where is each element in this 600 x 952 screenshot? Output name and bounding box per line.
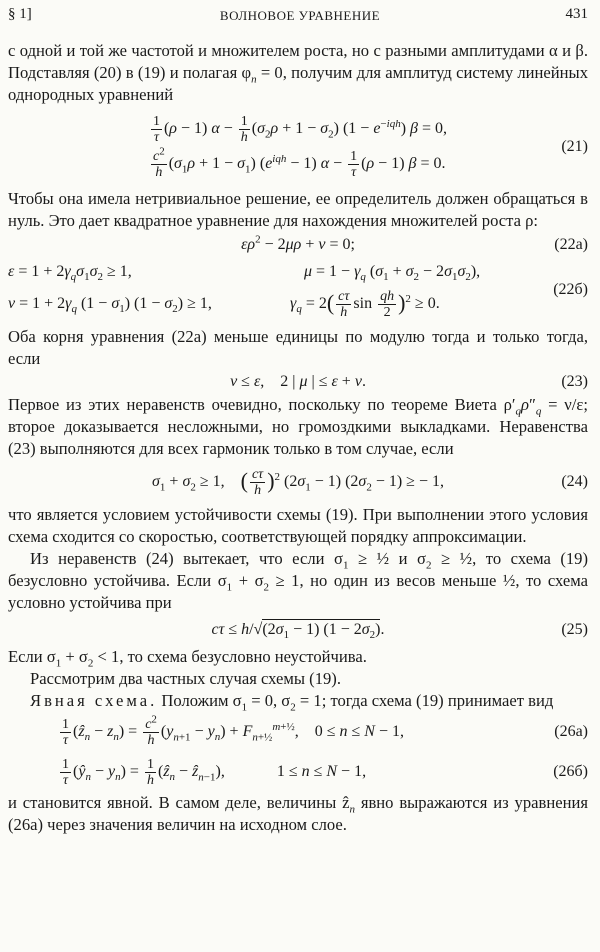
equation-number: (26а) (554, 723, 588, 740)
equation-number: (22а) (554, 236, 588, 253)
section-marker: § 1] (8, 6, 32, 22)
equation-23: ν ≤ ε, 2 | μ | ≤ ε + ν. (23) (8, 370, 588, 394)
equation-21: $\frac{1}{\tau}$ (ρ − 1) α − $\frac{1}{h}$ $(\sigma_2\rho + 1 - \sigma_2) (1 - e^{-iqh}) \beta = 0$, $\frac{c^2}{h}$ $(\sigma_1\rho + 1 - \sigma_1) (e^{iqh} - 1) \alpha$ − $\frac{1}{\tau}$ (ρ − 1) β = 0. (21) (152, 114, 588, 180)
paragraph-1: с одной и той же частотой и множителем роста, но с разными амплитудами α и β. Подставляя (20) в (19) и полагая $\varphi_n = 0$, получим для амплитуд систему линейных однородных уравнений (8, 41, 589, 104)
page-number: 431 (565, 6, 588, 22)
paragraph-9: Явная схема. Положим $\sigma_1 = 0$, $\sigma_2 = 1$; тогда схема (19) принимает вид (30, 691, 554, 714)
running-header (8, 6, 592, 30)
equation-22b: $\varepsilon = 1 + 2\gamma_q\sigma_1\sigma_2 \ge 1$, $\mu = 1 - \gamma_q$ $(\sigma_1 + \sigma_2 - 2\sigma_1\sigma_2)$, $\nu = 1 + 2\gamma_q$ $(1 - \sigma_1)$ $(1 - \sigma_2) \ge 1$, $\gamma_q = 2$( $\frac{c\tau}{h}$ sin $\frac{qh}{2}$ )$^2$ ≥ 0. (22б) (8, 262, 588, 320)
paragraph-8: Рассмотрим два частных случая схемы (19). (30, 669, 341, 688)
page-title: ВОЛНОВОЕ УРАВНЕНИЕ (219, 8, 381, 23)
equation-number: (23) (561, 373, 588, 390)
paragraph-4: Первое из этих неравенств очевидно, поскольку по теореме Виета $\rho'_q\rho''_q = \nu/\varepsilon$; второе доказывается несложными, но громоздкими выкладками. Неравенства (23) выполняются для всех гармоник только в том случае, если (8, 395, 588, 458)
paragraph-7: Если $\sigma_1 + \sigma_2 < 1$, то схема безусловно неустойчива. (8, 647, 367, 670)
equation-number: (22б) (553, 281, 588, 298)
paragraph-2: Чтобы она имела нетривиальное решение, ее определитель должен обращаться в нуль. Это дает квадратное уравнение для нахождения множителей роста ρ: (8, 189, 588, 230)
equation-25: $c\tau \le h/√(2\sigma_1 - 1) (1 - 2\sigma_2)$. (25) (211, 621, 588, 642)
equation-22a: $\varepsilon\rho^2 - 2\mu\rho + \nu = 0$; (22а) (8, 232, 588, 258)
equation-number: (25) (561, 621, 588, 638)
equation-number: (21) (561, 138, 588, 155)
paragraph-3: Оба корня уравнения (22а) меньше единицы по модулю тогда и только тогда, если (8, 327, 588, 368)
equation-number: (26б) (553, 763, 588, 780)
paragraph-5: что является условием устойчивости схемы (19). При выполнении этого условия схема сходится со скоростью, соответствующей порядку аппроксимации. (8, 505, 588, 546)
equation-26a: $\frac{1}{\tau}$ (ẑ$_n$ − $z_n$) = $\frac{c^2}{h}$ $(y_{n+1} - y_n) + F_{n+\frac{1}{2}}^{m+\frac{1}{2}}$, 0 ≤ n ≤ N − 1, (26а) (62, 712, 588, 748)
paragraph-6: Из неравенств (24) вытекает, что если $\sigma_1$ ≥ ½ и $\sigma_2$ ≥ ½, то схема (19) безусловно устойчива. Если $\sigma_1 + \sigma_2 \ge 1$, но один из весов меньше ½, то схема условно устойчива при (8, 549, 589, 612)
equation-number: (24) (561, 473, 588, 490)
paragraph-10: и становится явной. В самом деле, величины ẑ$_n$ явно выражаются из уравнения (26а) через значения величин на исходном слое. (8, 793, 588, 834)
emphasis-term: Явная схема. (30, 691, 158, 710)
equation-26b: $\frac{1}{\tau}$ $(ŷ_n - y_n)$ = $\frac{1}{h}$ (ẑ$_n$ − ẑ$_{n-1}$), 1 ≤ n ≤ N − 1, (26б) (62, 756, 588, 788)
equation-24: $\sigma_1 + \sigma_2 \ge 1$, ( $\frac{c\tau}{h}$ )$^2$ $(2\sigma_1 - 1) (2\sigma_2 - 1)$ ≥ − 1, (24) (152, 466, 588, 498)
page-body (8, 40, 588, 836)
